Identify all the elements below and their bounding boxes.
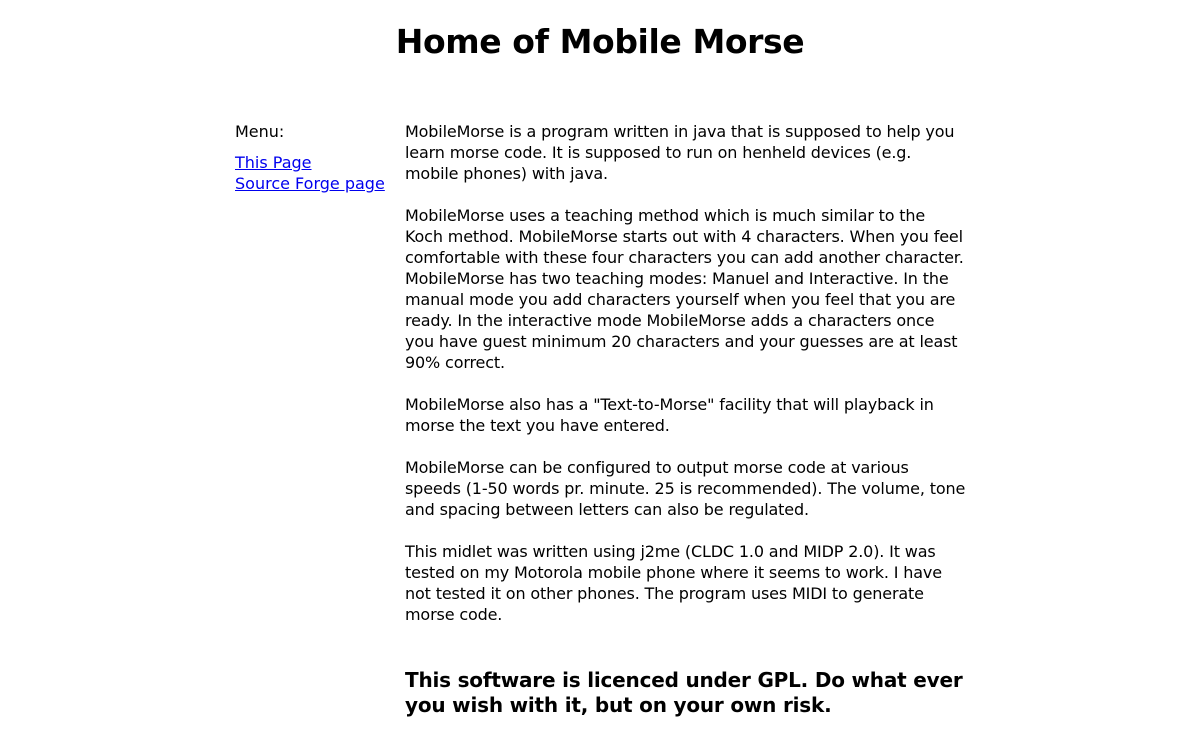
configuration-paragraph: MobileMorse can be configured to output morse code at various speeds (1-50 words pr. minute. 25 is recommended). The volume, tone and spacing between letters can also be regulated. — [405, 458, 966, 519]
sidebar-menu — [235, 121, 395, 194]
teaching-method-paragraph: MobileMorse uses a teaching method which is much similar to the Koch method. MobileMorse starts out with 4 characters. When you feel comfortable with these four characters you can add another character. MobileMorse has two teaching modes: Manuel and Interactive. In the manual mode you add characters yourself when you feel that you are ready. In the interactive mode MobileMorse adds a characters once you have guest minimum 20 characters and your guesses are at least 90% correct. — [405, 206, 964, 372]
menu-link-source-forge[interactable]: Source Forge page — [235, 174, 385, 193]
menu-link-this-page[interactable]: This Page — [235, 153, 312, 172]
menu-label: Menu: — [235, 122, 285, 141]
licence-heading: This software is licenced under GPL. Do what ever you wish with it, but on your own risk. — [405, 668, 963, 717]
intro-paragraph: MobileMorse is a program written in java that is supposed to help you learn morse code. It is supposed to run on henheld devices (e.g. mobile phones) with java. — [405, 122, 955, 183]
main-content — [405, 121, 967, 740]
page-title: Home of Mobile Morse — [395, 22, 805, 61]
midlet-paragraph: This midlet was written using j2me (CLDC 1.0 and MIDP 2.0). It was tested on my Motorola mobile phone where it seems to work. I have not tested it on other phones. The program uses MIDI to generate morse code. — [405, 542, 942, 624]
text-to-morse-paragraph: MobileMorse also has a "Text-to-Morse" facility that will playback in morse the text you have entered. — [405, 395, 934, 435]
